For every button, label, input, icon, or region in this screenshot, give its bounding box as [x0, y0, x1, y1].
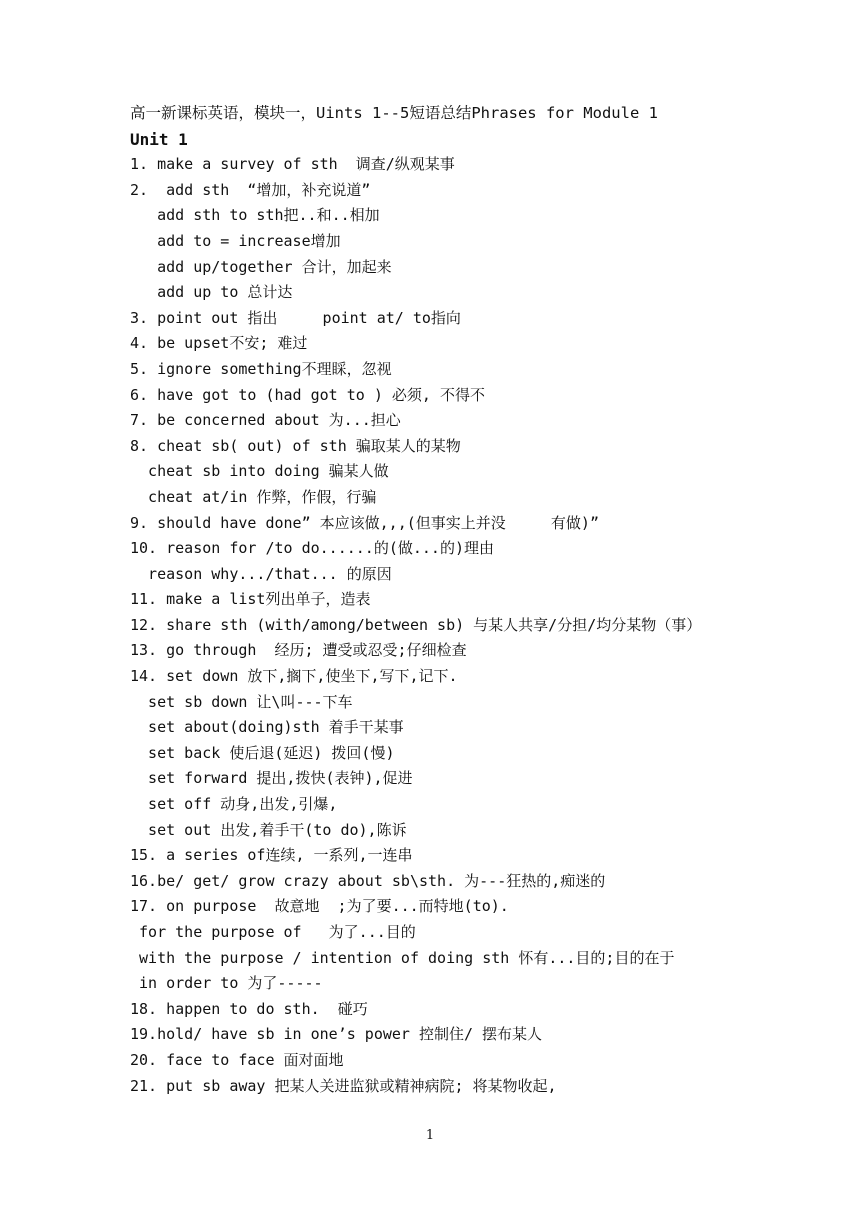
phrase-line: 18. happen to do sth. 碰巧: [130, 999, 368, 1018]
unit-heading: Unit 1: [130, 129, 188, 149]
phrase-line: reason why.../that... 的原因: [130, 564, 392, 583]
phrase-line: add up/together 合计，加起来: [130, 257, 392, 276]
phrase-line: for the purpose of 为了...目的: [130, 923, 416, 941]
phrase-line: set about(doing)sth 着手干某事: [130, 718, 404, 737]
phrase-line: 21. put sb away 把某人关进监狱或精神病院; 将某物收起,: [130, 1076, 557, 1095]
phrase-line: add sth to sth把..和..相加: [130, 206, 380, 225]
phrase-line: in order to 为了-----: [130, 974, 323, 993]
phrase-line: 2. add sth “增加，补充说道”: [130, 180, 371, 199]
phrase-line: 3. point out 指出 point at/ to指向: [130, 308, 461, 327]
phrase-list: [130, 152, 810, 1099]
phrase-line: 19.hold/ have sb in one’s power 控制住/ 摆布某人: [130, 1025, 543, 1044]
phrase-line: 6. have got to (had got to ) 必须, 不得不: [130, 385, 485, 404]
phrase-line: 4. be upset不安; 难过: [130, 334, 308, 353]
phrase-line: set sb down 让\叫---下车: [130, 692, 353, 711]
phrase-line: 16.be/ get/ grow crazy about sb\sth. 为---狂热的,痴迷的: [130, 871, 606, 890]
phrase-line: 7. be concerned about 为...担心: [130, 411, 401, 430]
phrase-line: 14. set down 放下,搁下,使坐下,写下,记下.: [130, 667, 458, 686]
phrase-line: 15. a series of连续, 一系列,一连串: [130, 846, 413, 865]
phrase-line: add to = increase增加: [130, 231, 341, 250]
document-title: 高一新课标英语，模块一，Uints 1--5短语总结Phrases for Module 1: [130, 104, 658, 122]
page-number: 1: [425, 1128, 435, 1143]
phrase-line: add up to 总计达: [130, 283, 293, 302]
phrase-line: 20. face to face 面对面地: [130, 1050, 344, 1069]
phrase-line: 9. should have done” 本应该做,,,(但事实上并没 有做)”: [130, 513, 599, 532]
phrase-line: 17. on purpose 故意地 ;为了要...而特地(to).: [130, 897, 509, 916]
phrase-line: cheat sb into doing 骗某人做: [130, 462, 389, 481]
phrase-line: set back 使后退(延迟) 拨回(慢): [130, 743, 395, 762]
phrase-line: 5. ignore something不理睬，忽视: [130, 359, 392, 378]
phrase-line: 10. reason for /to do......的(做...的)理由: [130, 539, 494, 558]
phrase-line: 1. make a survey of sth 调查/纵观某事: [130, 155, 455, 174]
phrase-line: 12. share sth (with/among/between sb) 与某人共享/分担/均分某物（事）: [130, 615, 702, 634]
phrase-line: set off 动身,出发,引爆,: [130, 795, 338, 814]
phrase-line: cheat at/in 作弊，作假，行骗: [130, 487, 377, 506]
phrase-line: with the purpose / intention of doing sth 怀有...目的;目的在于: [130, 948, 675, 967]
phrase-line: 13. go through 经历; 遭受或忍受;仔细检查: [130, 641, 467, 660]
document-body: [130, 101, 810, 1099]
phrase-line: set forward 提出,拨快(表钟),促进: [130, 769, 413, 788]
phrase-line: 8. cheat sb( out) of sth 骗取某人的某物: [130, 436, 461, 455]
phrase-line: set out 出发,着手干(to do),陈诉: [130, 820, 407, 839]
phrase-line: 11. make a list列出单子，造表: [130, 590, 371, 609]
